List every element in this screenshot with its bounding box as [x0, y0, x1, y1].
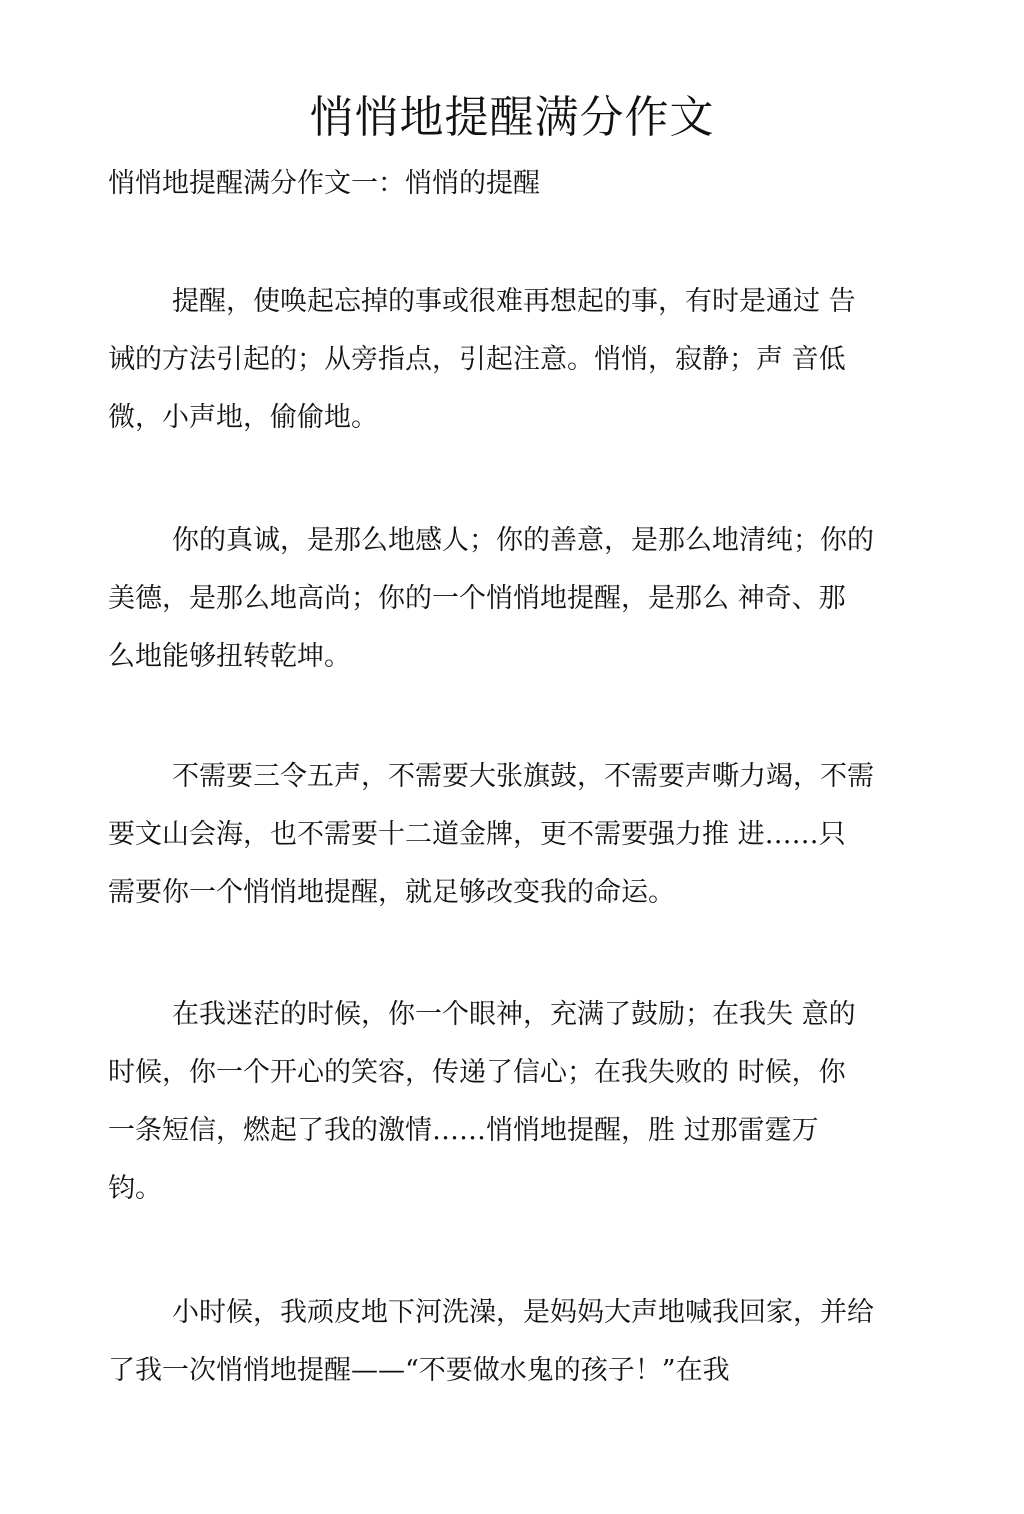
paragraph-2 — [108, 512, 928, 686]
paragraph-line: 钧。 — [108, 1173, 162, 1204]
paragraph-line: 要文山会海，也不需要十二道金牌，更不需要强力推 进……只 — [108, 819, 846, 850]
document-subtitle: 悄悄地提醒满分作文一：悄悄的提醒 — [108, 168, 540, 199]
paragraph-line: 不需要三令五声，不需要大张旗鼓，不需要声嘶力竭，不需 — [172, 761, 874, 792]
paragraph-3 — [108, 748, 928, 922]
paragraph-line: 你的真诚，是那么地感人；你的善意，是那么地清纯；你的 — [172, 525, 874, 556]
paragraph-5 — [108, 1284, 928, 1400]
paragraph-line: 小时候，我顽皮地下河洗澡，是妈妈大声地喊我回家，并给 — [172, 1297, 874, 1328]
paragraph-line: 在我迷茫的时候，你一个眼神，充满了鼓励；在我失 意的 — [172, 999, 856, 1030]
paragraph-line: 需要你一个悄悄地提醒，就足够改变我的命运。 — [108, 877, 675, 908]
paragraph-line: 微，小声地，偷偷地。 — [108, 402, 378, 433]
paragraph-line: 么地能够扭转乾坤。 — [108, 641, 351, 672]
paragraph-4 — [108, 986, 928, 1218]
paragraph-line: 一条短信，燃起了我的激情……悄悄地提醒，胜 过那雷霆万 — [108, 1115, 819, 1146]
paragraph-line: 时候，你一个开心的笑容，传递了信心；在我失败的 时候，你 — [108, 1057, 846, 1088]
paragraph-line: 提醒，使唤起忘掉的事或很难再想起的事，有时是通过 告 — [172, 286, 856, 317]
paragraph-1 — [108, 273, 928, 447]
paragraph-line: 诫的方法引起的；从旁指点，引起注意。悄悄，寂静；声 音低 — [108, 344, 846, 375]
paragraph-line: 美德，是那么地高尚；你的一个悄悄地提醒，是那么 神奇、那 — [108, 583, 846, 614]
document-title: 悄悄地提醒满分作文 — [309, 92, 715, 143]
paragraph-line: 了我一次悄悄地提醒——“不要做水鬼的孩子！”在我 — [108, 1355, 730, 1386]
